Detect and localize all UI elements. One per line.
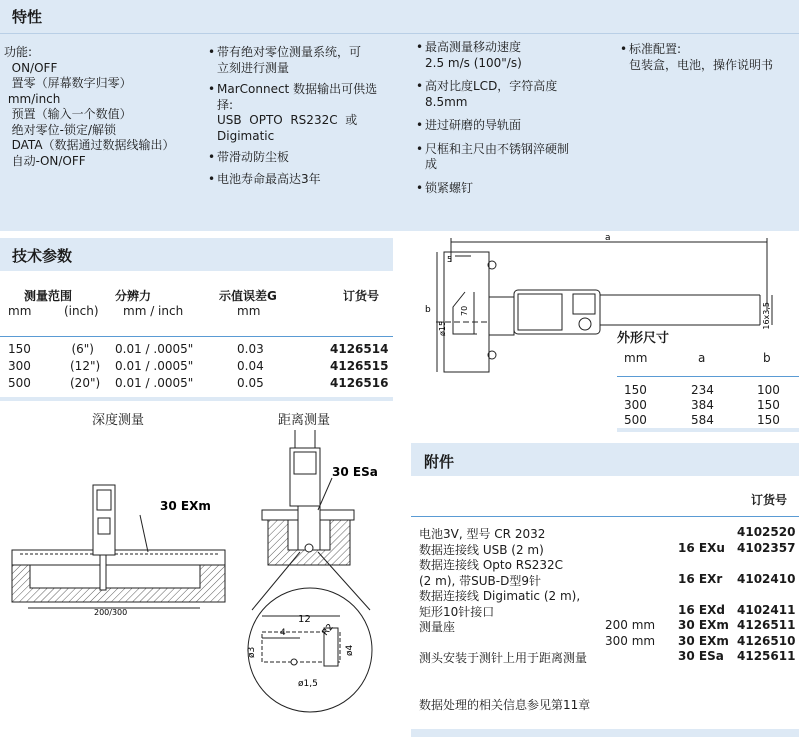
- feature-bullet-line: 进过研磨的导轨面: [425, 118, 522, 132]
- specs-order-number: 4126514: [330, 342, 389, 356]
- specs-unit-inch: (inch): [64, 304, 99, 318]
- accessories-title-band: [411, 443, 799, 476]
- accessory-code: 30 EXm: [678, 618, 729, 632]
- accessory-row: [419, 634, 799, 649]
- accessory-row: [419, 541, 799, 556]
- dimensions-b: 150: [757, 413, 780, 427]
- feature-bullet: [416, 181, 616, 197]
- feature-bullet-line: 择:: [217, 97, 234, 112]
- features-standard-config: [620, 42, 798, 73]
- specs-order-number: 4126515: [330, 359, 389, 373]
- bullet-dot: •: [416, 141, 424, 156]
- dimensions-row: [617, 383, 799, 398]
- accessory-code: 16 EXu: [678, 540, 725, 555]
- feature-bullet-line: 标准配置:: [629, 42, 682, 56]
- accessory-row: [419, 618, 799, 633]
- dimensions-row: [617, 398, 799, 413]
- dimensions-mm: 150: [624, 383, 647, 397]
- dimensions-header-a: a: [698, 351, 706, 365]
- feature-bullet: [208, 82, 408, 144]
- dimensions-title: 外形尺寸: [617, 331, 670, 346]
- feature-bullet-line: 电池寿命最高达3年: [217, 171, 321, 186]
- accessory-description: 测量座: [419, 620, 456, 634]
- accessory-code: 30 ESa: [678, 649, 724, 663]
- specs-unit-res: mm / inch: [123, 304, 184, 318]
- accessory-description: 矩形10针接口: [419, 604, 495, 619]
- accessory-description: 数据连接线 Digimatic (2 m),: [419, 589, 581, 603]
- accessories-divider: [411, 516, 799, 517]
- accessory-order-number: 4102410: [737, 571, 796, 586]
- accessory-description: 电池3V, 型号 CR 2032: [419, 527, 546, 541]
- specs-range-inch: (12"): [70, 359, 101, 373]
- caliper-dimension-drawing: [415, 232, 799, 380]
- specs-table-body: [0, 342, 393, 402]
- feature-bullet: [416, 79, 616, 110]
- feature-bullet-line: MarConnect 数据输出可供选: [217, 82, 378, 96]
- specs-header-error: 示值误差G: [219, 289, 277, 303]
- specs-resolution: 0.01 / .0005": [115, 342, 194, 356]
- specs-order-number: 4126516: [330, 376, 389, 390]
- distance-dim-4: 4: [280, 628, 286, 638]
- distance-probe-label: 30 ESa: [332, 465, 378, 479]
- specs-resolution: 0.01 / .0005": [115, 376, 194, 390]
- specs-range-mm: 150: [8, 342, 31, 356]
- feature-bullet-line: 尺框和主尺由不锈钢淬硬制: [425, 141, 570, 156]
- feature-function-line: 绝对零位-锁定/解锁: [4, 122, 117, 137]
- dimensions-row: [617, 413, 799, 428]
- specs-header-resolution: 分辨力: [115, 289, 152, 303]
- drawing-label-a: a: [605, 233, 611, 243]
- features-list-column-3: [416, 40, 616, 204]
- dimensions-header-mm: mm: [624, 351, 648, 365]
- feature-bullet-line: 高对比度LCD，字符高度: [425, 79, 558, 93]
- dimensions-bottom-band: [617, 428, 799, 432]
- specs-resolution: 0.01 / .0005": [115, 359, 194, 373]
- bullet-dot: •: [620, 42, 628, 56]
- features-function-list: [4, 45, 204, 169]
- drawing-label-5: 5: [447, 255, 453, 264]
- feature-bullet-line: Digimatic: [217, 128, 275, 143]
- dimensions-b: 150: [757, 398, 780, 412]
- bullet-dot: •: [416, 118, 424, 132]
- feature-bullet-line: 8.5mm: [425, 94, 468, 109]
- accessory-row: [419, 649, 799, 664]
- accessory-order-number: 4102520: [737, 525, 796, 539]
- specs-row: [0, 342, 393, 359]
- depth-base-label: 30 EXm: [160, 499, 211, 513]
- dimensions-b: 100: [757, 383, 780, 397]
- accessory-order-number: 4102411: [737, 602, 796, 617]
- feature-bullet-line: 2.5 m/s (100"/s): [425, 55, 522, 70]
- distance-dim-d4: ø4: [345, 644, 355, 656]
- specs-error: 0.03: [237, 342, 264, 356]
- accessory-row: [419, 556, 799, 571]
- distance-dim-d15: ø1,5: [298, 679, 318, 689]
- accessory-description: (2 m), 带SUB-D型9针: [419, 573, 541, 588]
- dimensions-divider: [617, 376, 799, 377]
- specs-row: [0, 359, 393, 376]
- accessory-order-number: 4125611: [737, 649, 796, 663]
- bullet-dot: •: [208, 171, 216, 186]
- specs-error: 0.05: [237, 376, 264, 390]
- specs-range-inch: (20"): [70, 376, 101, 390]
- specs-error: 0.04: [237, 359, 264, 373]
- accessory-row: [419, 603, 799, 618]
- accessory-order-number: 4126510: [737, 633, 796, 648]
- features-title-underline: [0, 33, 799, 34]
- feature-bullet-line: 带有绝对零位测量系统，可: [217, 45, 362, 59]
- dimensions-a: 234: [691, 383, 714, 397]
- specs-unit-err: mm: [237, 304, 261, 318]
- dimensions-mm: 500: [624, 413, 647, 427]
- specs-unit-mm: mm: [8, 304, 32, 318]
- feature-bullet: [208, 172, 408, 188]
- accessories-bottom-band: [411, 729, 799, 737]
- feature-bullet-line: 成: [425, 157, 438, 171]
- distance-dim-d3: ø3: [247, 646, 257, 658]
- accessory-description: 数据连接线 USB (2 m): [419, 542, 544, 557]
- features-list-column-2: [208, 45, 408, 193]
- dimensions-a: 384: [691, 398, 714, 412]
- bullet-dot: •: [416, 180, 424, 195]
- specs-header-order: 订货号: [343, 289, 380, 303]
- feature-bullet: [208, 45, 408, 76]
- specs-range-mm: 500: [8, 376, 31, 390]
- feature-bullet-line: 最高测量移动速度: [425, 40, 522, 54]
- bullet-dot: •: [416, 40, 424, 54]
- specs-range-inch: (6"): [71, 342, 94, 356]
- depth-width-label: 200/300: [94, 608, 128, 617]
- accessory-code: 16 EXr: [678, 571, 723, 586]
- feature-bullet-line: 带滑动防尘板: [217, 150, 290, 164]
- feature-bullet: [416, 118, 616, 134]
- depth-measurement-drawing: [0, 430, 245, 620]
- feature-bullet-line: 包装盒，电池，操作说明书: [629, 57, 774, 72]
- feature-bullet: [416, 142, 616, 173]
- accessories-order-header: 订货号: [751, 493, 788, 507]
- dimensions-mm: 300: [624, 398, 647, 412]
- specs-row: [0, 376, 393, 393]
- bullet-dot: •: [208, 150, 216, 164]
- feature-function-line: 自动-ON/OFF: [4, 153, 86, 168]
- feature-bullet-line: USB OPTO RS232C 或: [217, 113, 358, 127]
- feature-bullet-line: 立刻进行测量: [217, 60, 290, 75]
- bullet-dot: •: [208, 45, 216, 59]
- accessory-size: 200 mm: [605, 618, 656, 632]
- drawing-label-70: 70: [460, 305, 469, 316]
- drawing-label-d15: ø15: [438, 320, 447, 336]
- accessory-row: [419, 572, 799, 587]
- specs-range-mm: 300: [8, 359, 31, 373]
- feature-function-line: 置零（屏幕数字归零）: [4, 76, 132, 90]
- accessory-code: 16 EXd: [678, 602, 725, 617]
- feature-function-line: 预置（输入一个数值）: [4, 107, 132, 121]
- accessory-size: 300 mm: [605, 633, 656, 648]
- distance-dim-r2: R2: [320, 622, 337, 638]
- feature-function-line: mm/inch: [4, 91, 61, 106]
- accessory-code: 30 EXm: [678, 633, 729, 648]
- accessory-description: 数据连接线 Opto RS232C: [419, 558, 563, 572]
- accessories-note: 数据处理的相关信息参见第11章: [419, 698, 591, 712]
- feature-bullet: [620, 42, 798, 73]
- distance-measurement-drawing: [240, 430, 405, 736]
- feature-function-line: DATA（数据通过数据线输出）: [4, 138, 175, 152]
- dimensions-header-b: b: [763, 351, 771, 365]
- specs-title: 技术参数: [12, 247, 73, 265]
- specs-bottom-band: [0, 397, 393, 401]
- accessory-order-number: 4126511: [737, 618, 796, 632]
- specs-header-range: 测量范围: [24, 289, 73, 303]
- dimensions-table-body: [617, 383, 799, 429]
- accessories-title: 附件: [424, 453, 455, 471]
- bullet-dot: •: [208, 82, 216, 96]
- feature-bullet: [416, 40, 616, 71]
- specs-divider: [0, 336, 393, 337]
- feature-bullet-line: 锁紧螺钉: [425, 180, 474, 195]
- drawing-label-b: b: [425, 305, 431, 315]
- accessory-row: [419, 525, 799, 540]
- accessory-description: 测头安装于测针上用于距离测量: [419, 651, 588, 665]
- accessories-table-body: [419, 525, 799, 665]
- bullet-dot: •: [416, 79, 424, 93]
- feature-bullet: [208, 150, 408, 166]
- feature-function-line: 功能:: [4, 45, 33, 59]
- drawing-label-16: 16x3,5: [762, 302, 771, 330]
- accessory-order-number: 4102357: [737, 540, 796, 555]
- features-title: 特性: [12, 8, 43, 26]
- distance-dim-12: 12: [298, 614, 311, 625]
- depth-measurement-title: 深度测量: [92, 413, 145, 428]
- feature-function-line: ON/OFF: [4, 60, 58, 75]
- dimensions-a: 584: [691, 413, 714, 427]
- distance-measurement-title: 距离测量: [278, 413, 331, 428]
- accessory-row: [419, 587, 799, 602]
